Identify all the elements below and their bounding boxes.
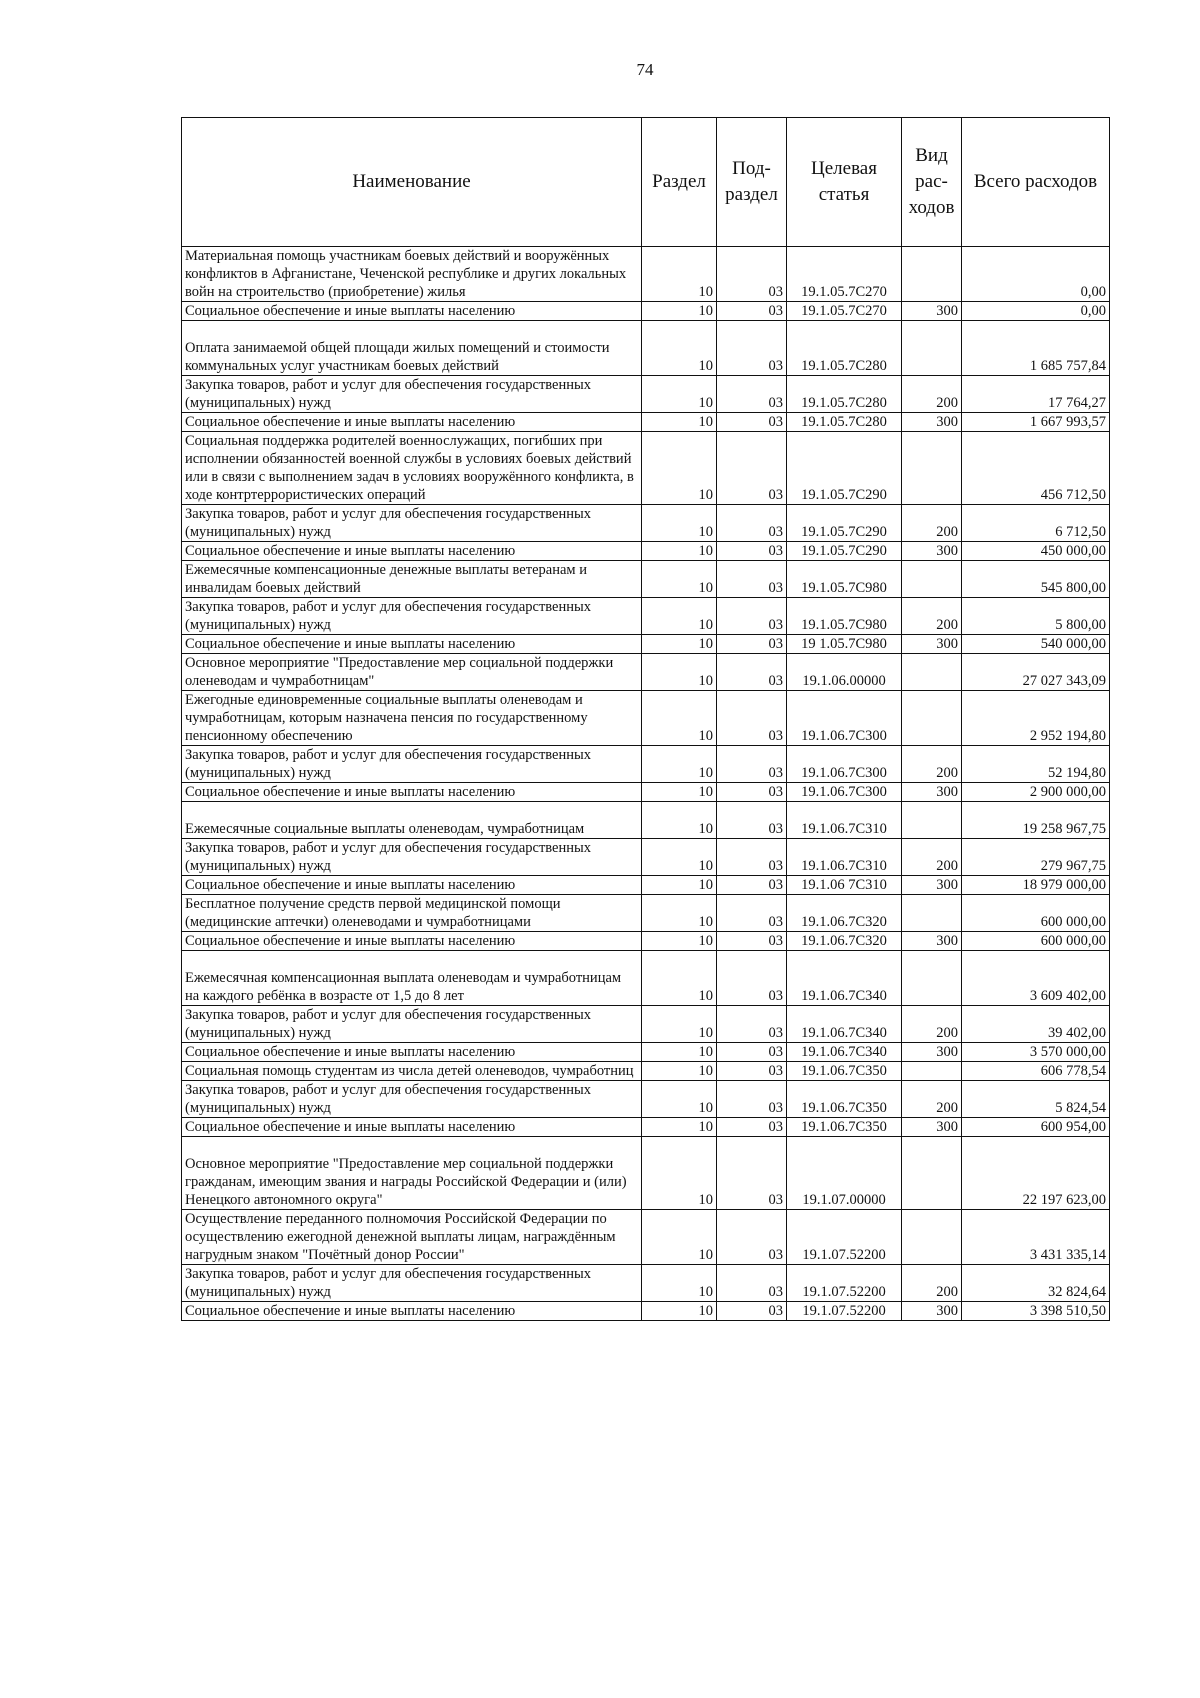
cell-code: 19.1.05.7С290 — [787, 542, 902, 561]
cell-razdel: 10 — [642, 432, 717, 505]
table-row — [182, 321, 1110, 376]
cell-podrazdel: 03 — [717, 247, 787, 302]
table-row — [182, 1043, 1110, 1062]
cell-name: Закупка товаров, работ и услуг для обеспечения государственных (муниципальных) нужд — [182, 839, 642, 876]
table-row — [182, 432, 1110, 505]
cell-total: 606 778,54 — [962, 1062, 1110, 1081]
cell-podrazdel: 03 — [717, 1062, 787, 1081]
table-row — [182, 247, 1110, 302]
cell-code: 19.1.05.7С290 — [787, 505, 902, 542]
cell-total: 450 000,00 — [962, 542, 1110, 561]
cell-name: Социальное обеспечение и иные выплаты населению — [182, 302, 642, 321]
cell-code: 19.1.05.7С280 — [787, 321, 902, 376]
cell-code: 19.1.07.00000 — [787, 1137, 902, 1210]
cell-razdel: 10 — [642, 876, 717, 895]
cell-razdel: 10 — [642, 951, 717, 1006]
cell-total: 3 431 335,14 — [962, 1210, 1110, 1265]
cell-code: 19.1.06.7С300 — [787, 691, 902, 746]
cell-name: Закупка товаров, работ и услуг для обеспечения государственных (муниципальных) нужд — [182, 598, 642, 635]
col-header-razdel: Раздел — [642, 118, 717, 247]
cell-code: 19.1.05.7С980 — [787, 598, 902, 635]
cell-name: Закупка товаров, работ и услуг для обеспечения государственных (муниципальных) нужд — [182, 376, 642, 413]
table-row — [182, 951, 1110, 1006]
col-header-vid — [902, 118, 962, 247]
cell-razdel: 10 — [642, 932, 717, 951]
cell-razdel: 10 — [642, 1118, 717, 1137]
cell-code: 19.1.06.7С300 — [787, 746, 902, 783]
cell-vid — [902, 561, 962, 598]
cell-code: 19.1.06.7С340 — [787, 1006, 902, 1043]
col-header-total: Всего расходов — [962, 118, 1110, 247]
cell-vid — [902, 951, 962, 1006]
cell-vid — [902, 691, 962, 746]
cell-total: 279 967,75 — [962, 839, 1110, 876]
cell-code: 19.1.06.7С310 — [787, 802, 902, 839]
cell-name: Социальное обеспечение и иные выплаты населению — [182, 635, 642, 654]
cell-vid: 300 — [902, 635, 962, 654]
cell-razdel: 10 — [642, 1062, 717, 1081]
cell-podrazdel: 03 — [717, 654, 787, 691]
col-header-name: Наименование — [182, 118, 642, 247]
cell-code: 19.1.05.7С280 — [787, 413, 902, 432]
cell-name: Ежемесячные социальные выплаты оленеводам, чумработницам — [182, 802, 642, 839]
cell-code: 19.1.06 7С310 — [787, 876, 902, 895]
col-header-vid-line: ходов — [908, 197, 955, 218]
cell-name: Ежемесячная компенсационная выплата оленеводам и чумработницам на каждого ребёнка в возрасте от 1,5 до 8 лет — [182, 951, 642, 1006]
cell-name: Социальное обеспечение и иные выплаты населению — [182, 542, 642, 561]
cell-total: 52 194,80 — [962, 746, 1110, 783]
cell-total: 2 900 000,00 — [962, 783, 1110, 802]
cell-vid: 300 — [902, 542, 962, 561]
cell-vid: 300 — [902, 932, 962, 951]
cell-podrazdel: 03 — [717, 802, 787, 839]
cell-razdel: 10 — [642, 376, 717, 413]
table-row — [182, 876, 1110, 895]
cell-razdel: 10 — [642, 413, 717, 432]
table-row — [182, 561, 1110, 598]
cell-name: Социальное обеспечение и иные выплаты населению — [182, 1302, 642, 1321]
cell-podrazdel: 03 — [717, 1265, 787, 1302]
cell-vid: 200 — [902, 1006, 962, 1043]
cell-razdel: 10 — [642, 302, 717, 321]
col-header-vid-line: рас- — [915, 171, 948, 192]
cell-vid: 200 — [902, 746, 962, 783]
cell-podrazdel: 03 — [717, 1081, 787, 1118]
cell-name: Бесплатное получение средств первой медицинской помощи (медицинские аптечки) оленеводами и чумработницами — [182, 895, 642, 932]
cell-total: 0,00 — [962, 247, 1110, 302]
table-row — [182, 1006, 1110, 1043]
cell-razdel: 10 — [642, 598, 717, 635]
cell-name: Ежемесячные компенсационные денежные выплаты ветеранам и инвалидам боевых действий — [182, 561, 642, 598]
cell-razdel: 10 — [642, 505, 717, 542]
cell-total: 600 954,00 — [962, 1118, 1110, 1137]
cell-vid — [902, 1062, 962, 1081]
cell-name: Закупка товаров, работ и услуг для обеспечения государственных (муниципальных) нужд — [182, 746, 642, 783]
cell-name: Закупка товаров, работ и услуг для обеспечения государственных (муниципальных) нужд — [182, 1081, 642, 1118]
cell-razdel: 10 — [642, 839, 717, 876]
table-row — [182, 654, 1110, 691]
cell-name: Социальное обеспечение и иные выплаты населению — [182, 1118, 642, 1137]
cell-podrazdel: 03 — [717, 876, 787, 895]
cell-vid: 300 — [902, 1043, 962, 1062]
cell-total: 545 800,00 — [962, 561, 1110, 598]
table-row — [182, 1062, 1110, 1081]
cell-name: Социальное обеспечение и иные выплаты населению — [182, 1043, 642, 1062]
cell-razdel: 10 — [642, 1265, 717, 1302]
cell-name: Основное мероприятие "Предоставление мер социальной поддержки оленеводам и чумработницам" — [182, 654, 642, 691]
cell-code: 19.1.06.7С310 — [787, 839, 902, 876]
cell-podrazdel: 03 — [717, 783, 787, 802]
cell-razdel: 10 — [642, 635, 717, 654]
table-row — [182, 802, 1110, 839]
cell-vid: 200 — [902, 1265, 962, 1302]
cell-vid: 300 — [902, 302, 962, 321]
cell-podrazdel: 03 — [717, 376, 787, 413]
cell-total: 3 570 000,00 — [962, 1043, 1110, 1062]
cell-vid — [902, 654, 962, 691]
cell-total: 1 685 757,84 — [962, 321, 1110, 376]
cell-razdel: 10 — [642, 1043, 717, 1062]
cell-name: Социальная поддержка родителей военнослужащих, погибших при исполнении обязанностей военной службы в условиях боевых действий или в связи с выполнением задач в условиях вооружённого конфликта, в ходе контртеррористических операций — [182, 432, 642, 505]
cell-vid — [902, 432, 962, 505]
table-row — [182, 635, 1110, 654]
cell-podrazdel: 03 — [717, 505, 787, 542]
cell-total: 540 000,00 — [962, 635, 1110, 654]
cell-razdel: 10 — [642, 1210, 717, 1265]
table-row — [182, 302, 1110, 321]
table-row — [182, 598, 1110, 635]
cell-razdel: 10 — [642, 895, 717, 932]
budget-table — [181, 117, 1110, 1321]
table-row — [182, 895, 1110, 932]
cell-razdel: 10 — [642, 746, 717, 783]
cell-total: 3 609 402,00 — [962, 951, 1110, 1006]
cell-vid: 300 — [902, 783, 962, 802]
cell-podrazdel: 03 — [717, 1137, 787, 1210]
cell-razdel: 10 — [642, 247, 717, 302]
table-row — [182, 1081, 1110, 1118]
cell-vid: 200 — [902, 598, 962, 635]
col-header-vid-line: Вид — [915, 145, 948, 166]
table-row — [182, 783, 1110, 802]
cell-vid — [902, 802, 962, 839]
cell-podrazdel: 03 — [717, 1210, 787, 1265]
cell-code: 19.1.06.7С350 — [787, 1118, 902, 1137]
cell-podrazdel: 03 — [717, 561, 787, 598]
cell-podrazdel: 03 — [717, 839, 787, 876]
cell-name: Осуществление переданного полномочия Российской Федерации по осуществлению ежегодной денежной выплаты лицам, награждённым нагрудным знаком "Почётный донор России" — [182, 1210, 642, 1265]
cell-total: 600 000,00 — [962, 895, 1110, 932]
table-row — [182, 1210, 1110, 1265]
table-row — [182, 1265, 1110, 1302]
cell-vid: 300 — [902, 1302, 962, 1321]
cell-code: 19.1.06.7С300 — [787, 783, 902, 802]
col-header-celevaya-line: Целевая — [811, 158, 877, 179]
table-row — [182, 932, 1110, 951]
table-row — [182, 1137, 1110, 1210]
cell-vid — [902, 895, 962, 932]
cell-razdel: 10 — [642, 654, 717, 691]
cell-name: Основное мероприятие "Предоставление мер социальной поддержки гражданам, имеющим звания и награды Российской Федерации и (или) Ненецкого автономного округа" — [182, 1137, 642, 1210]
cell-code: 19 1.05.7С980 — [787, 635, 902, 654]
cell-code: 19.1.05.7С270 — [787, 247, 902, 302]
cell-razdel: 10 — [642, 802, 717, 839]
cell-vid: 200 — [902, 1081, 962, 1118]
cell-name: Материальная помощь участникам боевых действий и вооружённых конфликтов в Афганистане, Чеченской республике и других локальных войн на строительство (приобретение) жилья — [182, 247, 642, 302]
cell-razdel: 10 — [642, 561, 717, 598]
cell-total: 0,00 — [962, 302, 1110, 321]
col-header-podrazdel-line: раздел — [725, 184, 778, 205]
cell-podrazdel: 03 — [717, 635, 787, 654]
cell-total: 5 824,54 — [962, 1081, 1110, 1118]
cell-podrazdel: 03 — [717, 746, 787, 783]
cell-code: 19.1.07.52200 — [787, 1210, 902, 1265]
cell-razdel: 10 — [642, 691, 717, 746]
cell-code: 19.1.05.7С270 — [787, 302, 902, 321]
table-row — [182, 376, 1110, 413]
cell-razdel: 10 — [642, 1302, 717, 1321]
cell-code: 19.1.05.7С980 — [787, 561, 902, 598]
cell-razdel: 10 — [642, 1006, 717, 1043]
cell-razdel: 10 — [642, 783, 717, 802]
cell-name: Социальное обеспечение и иные выплаты населению — [182, 876, 642, 895]
cell-vid: 200 — [902, 505, 962, 542]
cell-name: Ежегодные единовременные социальные выплаты оленеводам и чумработницам, которым назначена пенсия по государственному пенсионному обеспечению — [182, 691, 642, 746]
cell-code: 19.1.06.00000 — [787, 654, 902, 691]
cell-vid: 200 — [902, 839, 962, 876]
cell-total: 39 402,00 — [962, 1006, 1110, 1043]
col-header-podrazdel — [717, 118, 787, 247]
cell-name: Закупка товаров, работ и услуг для обеспечения государственных (муниципальных) нужд — [182, 505, 642, 542]
cell-podrazdel: 03 — [717, 932, 787, 951]
table-row — [182, 1302, 1110, 1321]
cell-total: 456 712,50 — [962, 432, 1110, 505]
cell-total: 3 398 510,50 — [962, 1302, 1110, 1321]
table-row — [182, 1118, 1110, 1137]
cell-vid — [902, 247, 962, 302]
cell-name: Оплата занимаемой общей площади жилых помещений и стоимости коммунальных услуг участникам боевых действий — [182, 321, 642, 376]
cell-code: 19.1.07.52200 — [787, 1302, 902, 1321]
cell-code: 19.1.06.7С350 — [787, 1062, 902, 1081]
cell-total: 22 197 623,00 — [962, 1137, 1110, 1210]
cell-razdel: 10 — [642, 542, 717, 561]
col-header-podrazdel-line: Под- — [732, 158, 771, 179]
cell-total: 5 800,00 — [962, 598, 1110, 635]
cell-vid — [902, 321, 962, 376]
cell-vid: 300 — [902, 1118, 962, 1137]
cell-code: 19.1.06.7С340 — [787, 1043, 902, 1062]
cell-vid: 300 — [902, 413, 962, 432]
cell-name: Социальное обеспечение и иные выплаты населению — [182, 413, 642, 432]
cell-podrazdel: 03 — [717, 1118, 787, 1137]
cell-razdel: 10 — [642, 321, 717, 376]
cell-name: Социальное обеспечение и иные выплаты населению — [182, 783, 642, 802]
cell-podrazdel: 03 — [717, 432, 787, 505]
cell-code: 19.1.06.7С320 — [787, 932, 902, 951]
cell-code: 19.1.05.7С280 — [787, 376, 902, 413]
cell-vid: 300 — [902, 876, 962, 895]
col-header-celevaya — [787, 118, 902, 247]
table-row — [182, 839, 1110, 876]
cell-code: 19.1.06.7С350 — [787, 1081, 902, 1118]
table-body — [182, 247, 1110, 1321]
cell-razdel: 10 — [642, 1081, 717, 1118]
cell-vid — [902, 1210, 962, 1265]
cell-name: Социальное обеспечение и иные выплаты населению — [182, 932, 642, 951]
col-header-celevaya-line: статья — [818, 184, 870, 205]
cell-podrazdel: 03 — [717, 413, 787, 432]
cell-total: 18 979 000,00 — [962, 876, 1110, 895]
cell-podrazdel: 03 — [717, 542, 787, 561]
cell-code: 19.1.05.7С290 — [787, 432, 902, 505]
cell-podrazdel: 03 — [717, 321, 787, 376]
cell-total: 6 712,50 — [962, 505, 1110, 542]
cell-podrazdel: 03 — [717, 1006, 787, 1043]
cell-code: 19.1.06.7С320 — [787, 895, 902, 932]
table-row — [182, 691, 1110, 746]
cell-podrazdel: 03 — [717, 598, 787, 635]
cell-total: 2 952 194,80 — [962, 691, 1110, 746]
cell-razdel: 10 — [642, 1137, 717, 1210]
table-row — [182, 505, 1110, 542]
cell-podrazdel: 03 — [717, 1043, 787, 1062]
cell-total: 19 258 967,75 — [962, 802, 1110, 839]
page-number: 74 — [636, 60, 654, 79]
cell-podrazdel: 03 — [717, 951, 787, 1006]
cell-total: 32 824,64 — [962, 1265, 1110, 1302]
table-row — [182, 542, 1110, 561]
cell-podrazdel: 03 — [717, 895, 787, 932]
cell-vid: 200 — [902, 376, 962, 413]
table-row — [182, 413, 1110, 432]
cell-podrazdel: 03 — [717, 302, 787, 321]
cell-total: 17 764,27 — [962, 376, 1110, 413]
cell-vid — [902, 1137, 962, 1210]
cell-name: Закупка товаров, работ и услуг для обеспечения государственных (муниципальных) нужд — [182, 1006, 642, 1043]
cell-podrazdel: 03 — [717, 691, 787, 746]
cell-name: Социальная помощь студентам из числа детей оленеводов, чумработниц — [182, 1062, 642, 1081]
cell-name: Закупка товаров, работ и услуг для обеспечения государственных (муниципальных) нужд — [182, 1265, 642, 1302]
cell-total: 600 000,00 — [962, 932, 1110, 951]
cell-code: 19.1.06.7С340 — [787, 951, 902, 1006]
table-header-row — [182, 118, 1110, 247]
cell-podrazdel: 03 — [717, 1302, 787, 1321]
cell-total: 1 667 993,57 — [962, 413, 1110, 432]
cell-total: 27 027 343,09 — [962, 654, 1110, 691]
table-row — [182, 746, 1110, 783]
cell-code: 19.1.07.52200 — [787, 1265, 902, 1302]
